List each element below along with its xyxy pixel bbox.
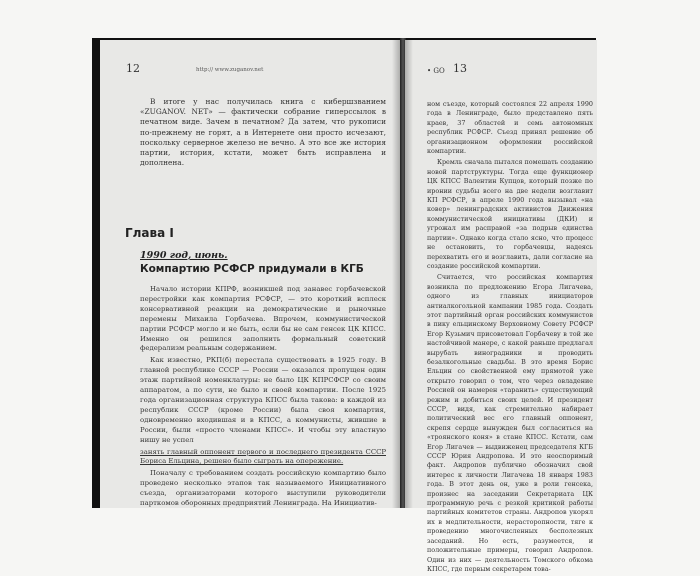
body-text-left: [140, 285, 386, 511]
right-page-number: 13: [453, 62, 467, 75]
paragraph-2a: Как известно, РКП(б) перестала существовать в 1925 году. В главной республике СССР — России — оказался пропущен один этаж партийной номенклатуры: не было ЦК КПРСФСР со своим аппаратом, а по сути, не было и своей компартии. После 1925 года организационная структура КПСС была такова: в каждой из республик СССР (кроме России) была своя компартия, одновременно входившая и в КПСС, а коммунисты, жившие в России, были «просто членами КПСС». И чтобы эту властную нишу не успел: [140, 356, 386, 444]
right-page: [405, 40, 597, 573]
paragraph-1: Начало истории КПРФ, возникшей под занавес горбачевской перестройки как компартия РСФСР, — это короткий всплеск консервативной реакции на демократические и рыночные перемены Михаила Горбачева. Впрочем, коммунистической партии РСФСР могло и не быть, если бы не сам генсек ЦК КПСС. Именно он решился заполнить формальный советский федерализм реальным содержанием.: [140, 285, 386, 353]
chapter-date: 1990 год, июнь.: [140, 250, 228, 261]
intro-paragraph: В итоге у нас получилась книга с кибершзванием «ZUGANOV. NET» — фактически собрание гиперссылок в печатном виде. Зачем в печатном? Да затем, что рукописи по-прежнему не горят, а в Интернете они просто исчезают, поскольку серверное железо не вечно. А это все же история партии, история, кстати, может быть исправлена и дополнена.: [140, 97, 386, 168]
left-page-number: 12: [126, 62, 140, 75]
page-fold-shadow-right: [405, 40, 413, 508]
right-paragraph-3: Считается, что российская компартия возникла по предложению Егора Лигачева, одного из главных инициаторов антиалкогольной кампании 1985 года. Создать этот партийный орган российских коммунистов в пику ельцинскому Верховному Совету РСФСР Егор Кузьмич присоветовал Горбачеву в той же настойчивой манере, с какой раньше предлагал вырубать виноградники и проводить безалкогольные свадьбы. В это время Борис Ельцин со свойственной ему прямотой уже открыто говорил о том, что через овладение Россией он намерен «таранить» существующий режим и добиться своих целей. И президент СССР, видя, как стремительно набирает политический вес его главный оппонент, скрепя сердце вынужден был согласиться на «троянского коня» в стане КПСС. Кстати, сам Егор Лигачев — выдвиженец председателя КГБ СССР Юрия Андропова. И это неоспоримый факт. Андропов публично обозначил свой интерес к личности Лигачева 18 января 1983 года. В этот день он, уже в роли генсека, произнес на заседании Секретариата ЦК программную речь с резкой критикой работы партийных комитетов страны. Андропов укорял их в медлительности, нерасторопности, тяге к проведению многочисленных бесполезных заседаний. Но есть, разумеется, и положительные примеры, говорил Андропов. Один из них — деятельность Томского обкома КПСС, где первым секретарем това-: [427, 273, 593, 573]
body-text-right: [427, 100, 593, 576]
paragraph-2b: занять главный оппонент первого и последнего президента СССР Бориса Ельцина, решено было сыграть на опережение.: [140, 447, 386, 466]
right-page-marker: • GO: [427, 67, 445, 75]
intro-text: [140, 97, 386, 170]
paragraph-3: Поначалу с требованием создать российскую компартию было проведено несколько этапов так называемого Инициативного съезда, организаторами которого выступили руководители парткомов оборонных предприятий Ленинграда. На Инициатив-: [140, 469, 386, 508]
right-paragraph-2: Кремль сначала пытался помешать созданию новой партструктуры. Тогда еще функционер ЦК КПСС Валентин Купцов, который позже по иронии судьбы всего на две недели возглавит КП РСФСР, в апреле 1990 года вызывал «на ковер» ленинградских активистов Движения коммунистической инициативы (ДКИ) и угрожал им расправой «за подрыв единства партии». Однако когда стало ясно, что процесс не остановить, то горбачевцы, надеясь перехватить его и возглавить, дали согласие на создание российской компартии.: [427, 158, 593, 270]
chapter-heading: Компартию РСФСР придумали в КГБ: [140, 263, 364, 275]
page-fold-shadow-left: [392, 40, 400, 508]
left-page-site: http:// www.zuganov.net: [196, 67, 264, 73]
chapter-title: Глава I: [125, 226, 174, 240]
left-page: [100, 40, 400, 508]
right-paragraph-1: ном съезде, который состоялся 22 апреля 1990 года в Ленинграде, было представлено пять краев, 37 областей и семь автономных республик РСФСР. Съезд принял решение об организационном оформлении российской компартии.: [427, 100, 593, 156]
